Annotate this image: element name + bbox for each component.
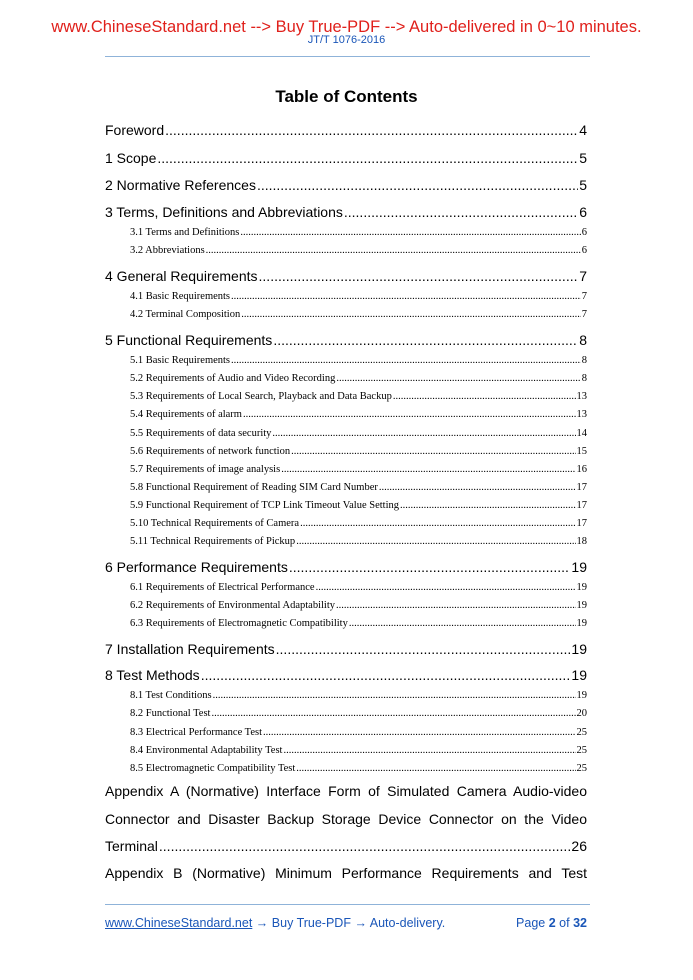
toc-entry-page: 19 xyxy=(571,641,587,657)
toc-entry-title: 5.10 Technical Requirements of Camera xyxy=(130,518,300,529)
toc-entry-title: 7 Installation Requirements xyxy=(105,641,275,657)
toc-leader-dots xyxy=(243,409,576,420)
toc-entry-title: 5.5 Requirements of data security xyxy=(130,428,272,439)
toc-entry-title: 4 General Requirements xyxy=(105,268,258,284)
arrow-icon: → xyxy=(255,916,269,930)
toc-leader-dots xyxy=(241,309,581,320)
arrow-icon: → xyxy=(354,916,367,930)
toc-entry-page: 17 xyxy=(576,482,587,493)
toc-entry-title: 8.1 Test Conditions xyxy=(130,690,212,701)
toc-entry-title: 6.1 Requirements of Electrical Performance xyxy=(130,582,315,593)
toc-entry-page: 19 xyxy=(576,582,587,593)
toc-leader-dots xyxy=(283,745,575,756)
toc-entry-title: 6.2 Requirements of Environmental Adaptability xyxy=(130,600,336,611)
toc-entry-title: 1 Scope xyxy=(105,150,157,166)
toc-subsection-entry[interactable] xyxy=(130,600,587,611)
toc-entry-page: 7 xyxy=(581,309,587,320)
toc-leader-dots xyxy=(257,177,578,193)
toc-leader-dots xyxy=(379,482,576,493)
toc-section-entry[interactable] xyxy=(105,177,587,193)
toc-entry-title: 4.2 Terminal Composition xyxy=(130,309,241,320)
toc-entry-page: 6 xyxy=(581,245,587,256)
toc-subsection-entry[interactable] xyxy=(130,355,587,366)
toc-subsection-entry[interactable] xyxy=(130,727,587,738)
toc-subsection-entry[interactable] xyxy=(130,309,587,320)
toc-entry-page: 15 xyxy=(576,446,587,457)
toc-leader-dots xyxy=(211,708,575,719)
toc-subsection-entry[interactable] xyxy=(130,446,587,457)
toc-subsection-entry[interactable] xyxy=(130,582,587,593)
toc-entry-page: 8 xyxy=(579,332,587,348)
toc-entry-title: 5.7 Requirements of image analysis xyxy=(130,464,281,475)
toc-entry-title: 8.3 Electrical Performance Test xyxy=(130,727,263,738)
toc-subsection-entry[interactable] xyxy=(130,391,587,402)
toc-entry-page: 19 xyxy=(576,600,587,611)
toc-entry-page: 19 xyxy=(571,559,587,575)
toc-entry-title: 5.2 Requirements of Audio and Video Recording xyxy=(130,373,336,384)
toc-subsection-entry[interactable] xyxy=(130,618,587,629)
toc-leader-dots xyxy=(336,373,580,384)
toc-entry-page: 13 xyxy=(576,391,587,402)
toc-entry-title: 6 Performance Requirements xyxy=(105,559,288,575)
toc-subsection-entry[interactable] xyxy=(130,518,587,529)
header-banner[interactable]: www.ChineseStandard.net --> Buy True-PDF --> Auto-delivered in 0~10 minutes. xyxy=(51,18,642,36)
toc-subsection-entry[interactable] xyxy=(130,409,587,420)
toc-subsection-entry[interactable] xyxy=(130,763,587,774)
toc-entry-title: 2 Normative References xyxy=(105,177,256,193)
toc-entry-page: 5 xyxy=(579,177,587,193)
toc-entry-page: 25 xyxy=(576,745,587,756)
toc-leader-dots xyxy=(206,245,581,256)
toc-subsection-entry[interactable] xyxy=(130,745,587,756)
toc-entry-page: 6 xyxy=(581,227,587,238)
toc-entry-title: 3 Terms, Definitions and Abbreviations xyxy=(105,204,343,220)
toc-leader-dots xyxy=(300,518,575,529)
toc-leader-dots xyxy=(276,641,571,657)
toc-leader-dots xyxy=(231,291,581,302)
toc-subsection-entry[interactable] xyxy=(130,500,587,511)
appendix-a-line-2[interactable]: Connector and Disaster Backup Storage Device Connector on the Video xyxy=(105,811,587,827)
toc-leader-dots xyxy=(259,268,579,284)
toc-leader-dots xyxy=(273,332,578,348)
toc-section-entry[interactable] xyxy=(105,667,587,683)
toc-entry-title: 5.4 Requirements of alarm xyxy=(130,409,242,420)
footer-delivery-text: Auto-delivery. xyxy=(369,916,446,930)
toc-section-entry[interactable] xyxy=(105,559,587,575)
toc-entry-title: 5.9 Functional Requirement of TCP Link Timeout Value Setting xyxy=(130,500,400,511)
toc-entry-title: 5.1 Basic Requirements xyxy=(130,355,231,366)
toc-entry-page: 18 xyxy=(576,536,587,547)
toc-subsection-entry[interactable] xyxy=(130,690,587,701)
toc-entry-page: 17 xyxy=(576,518,587,529)
toc-entry-page: 19 xyxy=(571,667,587,683)
toc-subsection-entry[interactable] xyxy=(130,291,587,302)
toc-leader-dots xyxy=(296,536,575,547)
toc-leader-dots xyxy=(157,150,578,166)
toc-leader-dots xyxy=(344,204,578,220)
toc-entry-page: 6 xyxy=(579,204,587,220)
toc-leader-dots xyxy=(296,763,575,774)
toc-leader-dots xyxy=(349,618,576,629)
footer-divider xyxy=(105,904,590,905)
toc-entry-page: 7 xyxy=(581,291,587,302)
toc-entry-title: 3.1 Terms and Definitions xyxy=(130,227,240,238)
toc-leader-dots xyxy=(201,667,571,683)
toc-leader-dots xyxy=(393,391,576,402)
page-title: Table of Contents xyxy=(275,87,418,106)
toc-entry-title: 8.5 Electromagnetic Compatibility Test xyxy=(130,763,296,774)
toc-leader-dots xyxy=(316,582,576,593)
toc-section-entry[interactable] xyxy=(105,204,587,220)
standard-code: JT/T 1076-2016 xyxy=(307,34,386,46)
toc-entry-page: 13 xyxy=(576,409,587,420)
toc-leader-dots xyxy=(165,122,578,138)
footer-site-link[interactable]: www.ChineseStandard.net xyxy=(105,916,253,930)
toc-entry-page: 5 xyxy=(579,150,587,166)
toc-leader-dots xyxy=(240,227,580,238)
toc-entry-page: 8 xyxy=(581,355,587,366)
toc-entry-title: 5.3 Requirements of Local Search, Playback and Data Backup xyxy=(130,391,392,402)
page-label: Page xyxy=(516,916,546,930)
toc-entry-page: 20 xyxy=(576,708,587,719)
toc-entry-page: 17 xyxy=(576,500,587,511)
appendix-b-line-1[interactable]: Appendix B (Normative) Minimum Performance Requirements and Test xyxy=(105,865,587,881)
toc-entry-page: 26 xyxy=(571,838,587,854)
page-total: 32 xyxy=(573,916,587,930)
toc-entry-title: 5.11 Technical Requirements of Pickup xyxy=(130,536,296,547)
toc-section-entry[interactable] xyxy=(105,268,587,284)
toc-entry-page: 4 xyxy=(579,122,587,138)
toc-section-entry[interactable] xyxy=(105,641,587,657)
footer-buy-link[interactable]: Buy True-PDF xyxy=(271,916,351,930)
toc-entry-page: 8 xyxy=(581,373,587,384)
toc-leader-dots xyxy=(263,727,575,738)
page-indicator xyxy=(516,916,587,930)
toc-entry-title: 4.1 Basic Requirements xyxy=(130,291,231,302)
toc-leader-dots xyxy=(159,838,571,854)
of-label: of xyxy=(559,916,570,930)
toc-subsection-entry[interactable] xyxy=(130,428,587,439)
toc-subsection-entry[interactable] xyxy=(130,245,587,256)
toc-leader-dots xyxy=(336,600,575,611)
header-divider xyxy=(105,56,590,57)
toc-entry-page: 16 xyxy=(576,464,587,475)
toc-entry-title: Foreword xyxy=(105,122,165,138)
toc-entry-title: 8 Test Methods xyxy=(105,667,200,683)
toc-entry-title: 8.4 Environmental Adaptability Test xyxy=(130,745,283,756)
toc-entry-title: 6.3 Requirements of Electromagnetic Compatibility xyxy=(130,618,348,629)
toc-entry-page: 19 xyxy=(576,690,587,701)
toc-entry-page: 25 xyxy=(576,763,587,774)
toc-entry-title: 5.6 Requirements of network function xyxy=(130,446,291,457)
toc-entry-title: 3.2 Abbreviations xyxy=(130,245,205,256)
toc-entry-page: 14 xyxy=(576,428,587,439)
toc-subsection-entry[interactable] xyxy=(130,708,587,719)
toc-leader-dots xyxy=(281,464,575,475)
toc-section-entry[interactable] xyxy=(105,332,587,348)
toc-entry-page: 19 xyxy=(576,618,587,629)
appendix-a-line-3[interactable] xyxy=(105,838,587,854)
toc-leader-dots xyxy=(289,559,571,575)
toc-section-entry[interactable] xyxy=(105,150,587,166)
toc-leader-dots xyxy=(213,690,576,701)
footer xyxy=(105,916,587,930)
toc-entry-title: 5.8 Functional Requirement of Reading SIM Card Number xyxy=(130,482,378,493)
toc-entry-title: 5 Functional Requirements xyxy=(105,332,273,348)
page-number: 2 xyxy=(548,916,556,930)
toc-subsection-entry[interactable] xyxy=(130,227,587,238)
toc-subsection-entry[interactable] xyxy=(130,464,587,475)
toc-entry-page: 7 xyxy=(579,268,587,284)
toc-subsection-entry[interactable] xyxy=(130,482,587,493)
toc-entry-page: 25 xyxy=(576,727,587,738)
toc-leader-dots xyxy=(400,500,575,511)
toc-leader-dots xyxy=(291,446,575,457)
toc-subsection-entry[interactable] xyxy=(130,373,587,384)
appendix-a-line-1[interactable]: Appendix A (Normative) Interface Form of Simulated Camera Audio-video xyxy=(105,783,587,799)
toc-leader-dots xyxy=(272,428,575,439)
toc-subsection-entry[interactable] xyxy=(130,536,587,547)
toc-leader-dots xyxy=(231,355,581,366)
toc-entry-title: 8.2 Functional Test xyxy=(130,708,211,719)
toc-section-entry[interactable] xyxy=(105,122,587,138)
toc-entry-title: Terminal xyxy=(105,838,158,854)
